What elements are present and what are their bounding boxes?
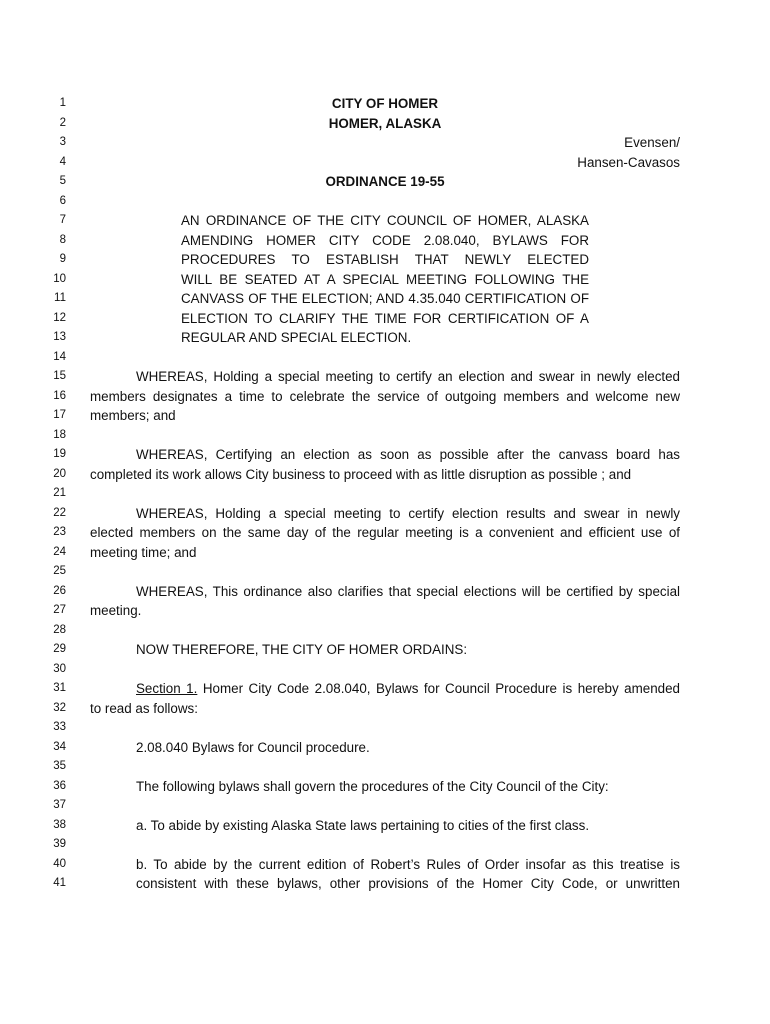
line-number: 7 [59,214,66,226]
line-number: 22 [53,506,66,519]
whereas-1-line: members; and [90,408,176,423]
line-number: 21 [53,487,66,499]
line-number: 10 [53,272,66,285]
line-number: 31 [53,682,66,694]
line-number: 15 [53,370,66,382]
line-number: 23 [53,526,66,538]
line-number: 17 [53,409,66,421]
ordinance-number: ORDINANCE 19-55 [325,174,445,189]
line-number: 14 [53,350,66,363]
title-line: AMENDING HOMER CITY CODE 2.08.040, BYLAWS FOR [181,232,589,248]
section-1-label: Section 1. [136,681,198,696]
title-line: PROCEDURES TO ESTABLISH THAT NEWLY ELECTED [181,252,589,267]
line-number: 25 [53,565,66,577]
city-heading: CITY OF HOMER [331,96,439,111]
line-number: 33 [53,721,66,733]
line-number: 6 [59,194,66,207]
line-number: 4 [59,155,66,168]
line-number: 38 [53,818,66,831]
line-number: 41 [53,877,66,889]
line-number: 34 [53,740,66,753]
line-number: 20 [53,467,66,480]
line-number: 24 [53,545,66,558]
code-heading: 2.08.040 Bylaws for Council procedure. [136,739,370,755]
line-number: 28 [53,623,66,636]
bylaw-b-line: consistent with these bylaws, other provisions of the Homer City Code, or unwritten [136,876,680,891]
whereas-4-line: WHEREAS, This ordinance also clarifies that special elections will be certified by special [136,583,680,599]
whereas-2-line: completed its work allows City business to proceed with as little disruption as possible ; and [90,466,632,482]
line-number: 18 [53,428,66,441]
section-1-text: Homer City Code 2.08.040, Bylaws for Council Procedure is hereby amended [197,681,680,696]
line-number: 26 [53,584,66,597]
line-number: 35 [53,760,66,772]
bylaw-b-line: b. To abide by the current edition of Robert’s Rules of Order insofar as this treatise is [136,856,680,872]
ordains-clause: NOW THEREFORE, THE CITY OF HOMER ORDAINS: [136,642,468,657]
line-number: 40 [53,857,66,870]
bylaw-a: a. To abide by existing Alaska State laws pertaining to cities of the first class. [136,817,590,833]
line-number: 36 [53,779,66,792]
line-number: 5 [59,175,66,187]
line-number: 8 [59,233,66,246]
line-number: 37 [53,799,66,811]
line-number: 1 [59,97,66,109]
title-line: WILL BE SEATED AT A SPECIAL MEETING FOLLOWING THE [181,271,589,287]
line-number: 19 [53,448,66,460]
section-1-line [90,679,680,699]
line-number: 11 [54,292,66,304]
line-number: 30 [53,662,66,675]
whereas-4-line: meeting. [90,603,142,618]
whereas-3-line: elected members on the same day of the regular meeting is a convenient and efficient use of [90,525,680,540]
line-number: 3 [59,136,66,148]
whereas-2-line: WHEREAS, Certifying an election as soon as possible after the canvass board has [136,447,680,462]
whereas-1-line: WHEREAS, Holding a special meeting to certify an election and swear in newly elected [136,369,680,384]
line-number: 29 [53,643,66,655]
whereas-3-line: WHEREAS, Holding a special meeting to certify election results and swear in newly [136,505,680,521]
line-number: 32 [53,701,66,714]
line-number: 27 [53,604,66,616]
line-number: 12 [53,311,66,324]
whereas-1-line: members designates a time to celebrate the service of outgoing members and welcome new [90,388,680,404]
title-line: REGULAR AND SPECIAL ELECTION. [181,330,412,345]
state-heading: HOMER, ALASKA [328,115,442,131]
title-line: ELECTION TO CLARIFY THE TIME FOR CERTIFICATION OF A [181,310,589,326]
line-number: 9 [59,253,66,265]
line-number: 13 [53,331,66,343]
bylaws-intro: The following bylaws shall govern the procedures of the City Council of the City: [136,778,609,794]
line-number: 16 [53,389,66,402]
line-number: 2 [59,116,66,129]
title-line: AN ORDINANCE OF THE CITY COUNCIL OF HOMER, ALASKA [181,213,589,228]
whereas-3-line: meeting time; and [90,544,197,560]
sponsor-line-1: Evensen/ [624,135,680,150]
section-1-line-2: to read as follows: [90,700,198,716]
title-line: CANVASS OF THE ELECTION; AND 4.35.040 CERTIFICATION OF [181,291,589,306]
sponsor-line-2: Hansen-Cavasos [577,154,680,170]
line-number: 39 [53,838,66,850]
